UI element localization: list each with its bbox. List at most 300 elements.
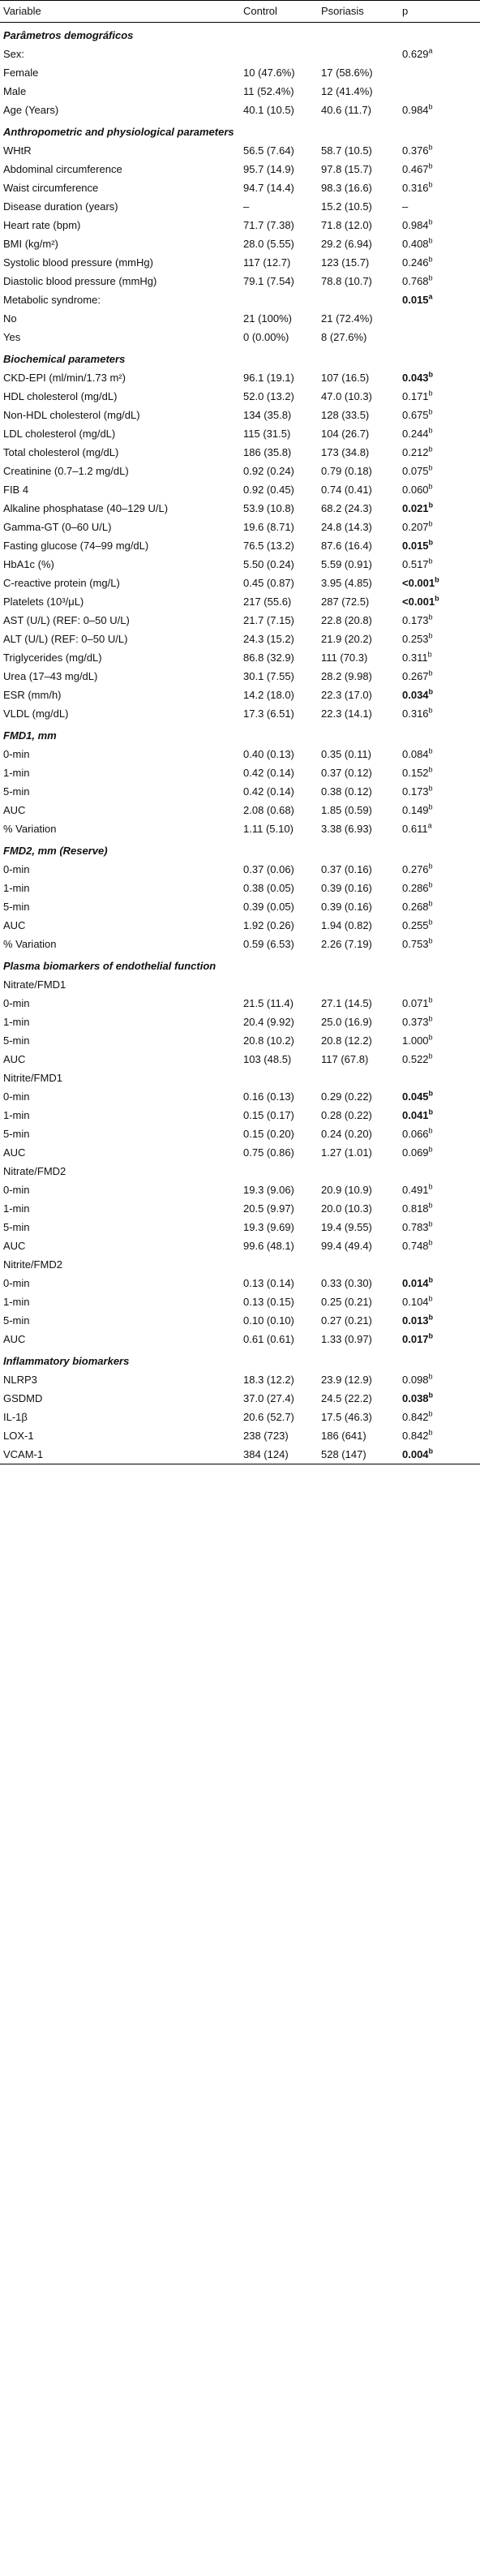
control-cell: 20.4 (9.92) <box>243 1016 294 1028</box>
p-value-cell <box>399 630 480 648</box>
p-value-cell <box>399 1274 480 1292</box>
p-value-cell <box>399 160 480 178</box>
control-cell: 21 (100%) <box>243 312 292 325</box>
variable-cell: VLDL (mg/dL) <box>3 707 69 720</box>
p-value-superscript: b <box>428 706 433 715</box>
control-cell: 134 (35.8) <box>243 409 292 421</box>
p-value-superscript: b <box>428 1428 433 1437</box>
p-value: 0.043 <box>402 372 429 384</box>
p-value-superscript: b <box>428 1219 433 1228</box>
p-value-superscript: b <box>435 575 439 584</box>
p-value: 0.984 <box>402 104 429 116</box>
table-row <box>0 1370 480 1389</box>
psoriasis-cell: 1.33 (0.97) <box>321 1333 372 1345</box>
p-value-cell <box>399 1370 480 1389</box>
psoriasis-cell: 107 (16.5) <box>321 372 370 384</box>
table-row <box>0 1274 480 1292</box>
table-row <box>0 704 480 723</box>
psoriasis-cell: 287 (72.5) <box>321 596 370 608</box>
table-row <box>0 1408 480 1426</box>
table-row <box>0 499 480 518</box>
control-cell: 40.1 (10.5) <box>243 104 294 116</box>
p-value-superscript: b <box>427 650 432 659</box>
psoriasis-cell: 5.59 (0.91) <box>321 558 372 570</box>
p-value-cell <box>399 387 480 406</box>
variable-cell: Gamma-GT (0–60 U/L) <box>3 521 112 533</box>
control-cell: 384 (124) <box>240 1445 318 1464</box>
p-value-cell <box>399 1408 480 1426</box>
psoriasis-cell: 186 (641) <box>321 1430 366 1442</box>
table-row <box>0 253 480 272</box>
p-value: 0.207 <box>402 521 429 533</box>
control-cell: 0.59 (6.53) <box>243 938 294 950</box>
section-header-row <box>0 1348 480 1370</box>
p-value: 0.152 <box>402 767 429 779</box>
table-row <box>0 592 480 611</box>
table-row <box>0 101 480 119</box>
table-row <box>0 1330 480 1348</box>
control-cell: 21.5 (11.4) <box>243 997 294 1009</box>
control-cell: 0.75 (0.86) <box>243 1146 294 1159</box>
variable-cell: 1-min <box>3 767 30 779</box>
psoriasis-cell: 2.26 (7.19) <box>321 938 372 950</box>
control-cell: 186 (35.8) <box>243 446 292 458</box>
psoriasis-cell: 0.24 (0.20) <box>321 1128 372 1140</box>
control-cell: 0.45 (0.87) <box>243 577 294 589</box>
psoriasis-cell: 22.3 (14.1) <box>321 707 372 720</box>
control-cell: 0.15 (0.20) <box>243 1128 294 1140</box>
header-p: p <box>399 1 480 23</box>
variable-cell: Yes <box>3 331 21 343</box>
subsection-title: Nitrate/FMD1 <box>3 978 66 991</box>
p-value: 0.014 <box>402 1277 429 1289</box>
p-value-superscript: b <box>428 426 433 435</box>
variable-cell: Fasting glucose (74–99 mg/dL) <box>3 540 149 552</box>
p-value-cell <box>399 406 480 424</box>
p-value-cell <box>399 801 480 819</box>
p-value-cell <box>399 1087 480 1106</box>
control-cell: 52.0 (13.2) <box>243 390 294 402</box>
table-row <box>0 328 480 346</box>
psoriasis-cell: 123 (15.7) <box>321 256 370 269</box>
p-value-cell <box>399 1199 480 1218</box>
p-value: 0.768 <box>402 275 429 287</box>
variable-cell: AUC <box>3 1333 26 1345</box>
psoriasis-cell: 24.8 (14.3) <box>321 521 372 533</box>
p-value-superscript: b <box>428 1331 434 1340</box>
variable-cell: % Variation <box>3 938 57 950</box>
p-value-superscript: b <box>428 1182 433 1191</box>
variable-cell: Sex: <box>3 48 25 60</box>
subsection-title: Nitrite/FMD1 <box>3 1072 62 1084</box>
p-value-cell <box>399 1330 480 1348</box>
psoriasis-cell: 25.0 (16.9) <box>321 1016 372 1028</box>
p-value-cell <box>399 443 480 462</box>
table-row <box>0 745 480 763</box>
p-value: 0.149 <box>402 804 429 816</box>
variable-cell: Female <box>3 67 39 79</box>
table-row <box>0 160 480 178</box>
control-cell: 0.92 (0.45) <box>243 484 294 496</box>
subsection-row <box>0 975 480 994</box>
p-value: 0.004 <box>402 1448 429 1460</box>
variable-cell: Diastolic blood pressure (mmHg) <box>3 275 157 287</box>
p-value-cell <box>399 253 480 272</box>
table-row <box>0 178 480 197</box>
variable-cell: AUC <box>3 919 26 931</box>
subsection-title: Nitrite/FMD2 <box>3 1258 62 1271</box>
psoriasis-cell: 17 (58.6%) <box>321 67 373 79</box>
variable-cell: IL-1β <box>3 1411 28 1423</box>
table-row <box>0 1106 480 1125</box>
control-cell: 20.6 (52.7) <box>243 1411 294 1423</box>
p-value-cell <box>399 178 480 197</box>
p-value: 0.984 <box>402 219 429 231</box>
control-cell: 19.3 (9.06) <box>243 1184 294 1196</box>
p-value-cell <box>399 1389 480 1408</box>
psoriasis-cell: 47.0 (10.3) <box>321 390 372 402</box>
p-value: 0.173 <box>402 785 429 798</box>
p-value-superscript: b <box>428 1014 433 1023</box>
p-value-cell <box>399 424 480 443</box>
table-row <box>0 63 480 82</box>
table-row <box>0 141 480 160</box>
variable-cell: GSDMD <box>3 1392 43 1404</box>
p-value: 0.286 <box>402 882 429 894</box>
control-cell: 0.16 (0.13) <box>243 1090 294 1103</box>
p-value: 0.017 <box>402 1333 429 1345</box>
p-value-cell <box>399 216 480 234</box>
p-value: 1.000 <box>402 1034 429 1047</box>
p-value-superscript: b <box>428 519 433 528</box>
variable-cell: Systolic blood pressure (mmHg) <box>3 256 153 269</box>
psoriasis-cell: 0.27 (0.21) <box>321 1314 372 1327</box>
psoriasis-cell: 20.0 (10.3) <box>321 1202 372 1215</box>
control-cell <box>240 290 318 309</box>
variable-cell: WHtR <box>3 144 32 157</box>
control-cell: 17.3 (6.51) <box>243 707 294 720</box>
psoriasis-cell: 19.4 (9.55) <box>321 1221 372 1233</box>
table-row <box>0 1125 480 1143</box>
p-value: 0.084 <box>402 748 429 760</box>
p-value: 0.013 <box>402 1314 429 1327</box>
p-value: 0.244 <box>402 428 429 440</box>
p-value-cell <box>399 1292 480 1311</box>
p-value-cell <box>399 272 480 290</box>
psoriasis-cell: 0.39 (0.16) <box>321 901 372 913</box>
p-value-superscript: b <box>428 501 434 510</box>
control-cell: 1.11 (5.10) <box>243 823 294 835</box>
p-value-cell <box>399 1143 480 1162</box>
variable-cell: Alkaline phosphatase (40–129 U/L) <box>3 502 169 514</box>
p-value: 0.842 <box>402 1430 429 1442</box>
variable-cell: 5-min <box>3 785 30 798</box>
control-cell: 95.7 (14.9) <box>243 163 294 175</box>
p-value: 0.075 <box>402 465 429 477</box>
psoriasis-cell: 21.9 (20.2) <box>321 633 372 645</box>
p-value: 0.045 <box>402 1090 429 1103</box>
psoriasis-cell: 68.2 (24.3) <box>321 502 372 514</box>
header-psoriasis: Psoriasis <box>318 1 399 23</box>
p-value: 0.034 <box>402 689 429 701</box>
psoriasis-cell: 71.8 (12.0) <box>321 219 372 231</box>
table-row <box>0 536 480 555</box>
p-value: 0.246 <box>402 256 429 269</box>
subsection-row <box>0 1162 480 1180</box>
variable-cell: VCAM-1 <box>0 1445 240 1464</box>
p-value-superscript: b <box>428 538 434 547</box>
variable-cell: ALT (U/L) (REF: 0–50 U/L) <box>3 633 128 645</box>
variable-cell: Waist circumference <box>3 182 99 194</box>
p-value: 0.041 <box>402 1109 429 1121</box>
p-value-cell <box>399 611 480 630</box>
variable-cell: 0-min <box>3 1090 30 1103</box>
table-row <box>0 480 480 499</box>
table-row <box>0 387 480 406</box>
p-value-cell <box>399 704 480 723</box>
variable-cell: No <box>3 312 17 325</box>
p-value: 0.522 <box>402 1053 429 1065</box>
table-body <box>0 23 480 1464</box>
control-cell: 76.5 (13.2) <box>243 540 294 552</box>
p-value-superscript: b <box>428 899 433 908</box>
p-value-superscript: b <box>428 746 433 755</box>
psoriasis-cell: 40.6 (11.7) <box>321 104 371 116</box>
p-value-cell <box>399 462 480 480</box>
p-value-cell <box>399 745 480 763</box>
variable-cell: Triglycerides (mg/dL) <box>3 652 102 664</box>
p-value-cell <box>399 916 480 935</box>
p-value-superscript: b <box>428 445 433 454</box>
p-value: 0.753 <box>402 938 429 950</box>
p-value: 0.212 <box>402 446 429 458</box>
variable-cell: Male <box>3 85 27 97</box>
p-value-cell <box>399 782 480 801</box>
table-row <box>0 443 480 462</box>
p-value-superscript: b <box>428 1145 433 1154</box>
p-value: 0.316 <box>402 182 429 194</box>
table-row <box>0 879 480 897</box>
table-row <box>0 801 480 819</box>
p-value-superscript: a <box>428 292 433 301</box>
p-value-superscript: b <box>428 1051 433 1060</box>
variable-cell: LOX-1 <box>3 1430 34 1442</box>
variable-cell: CKD-EPI (ml/min/1.73 m²) <box>3 372 126 384</box>
p-value-superscript: a <box>428 46 433 55</box>
p-value: 0.253 <box>402 633 429 645</box>
p-value-superscript: b <box>428 1238 433 1247</box>
section-title: FMD1, mm <box>3 729 57 742</box>
p-value: 0.748 <box>402 1240 429 1252</box>
psoriasis-cell: 24.5 (22.2) <box>321 1392 372 1404</box>
psoriasis-cell <box>318 290 399 309</box>
control-cell: 30.1 (7.55) <box>243 670 294 682</box>
header-variable: Variable <box>0 1 240 23</box>
variable-cell: FIB 4 <box>3 484 29 496</box>
control-cell: 21.7 (7.15) <box>243 614 294 626</box>
p-value: 0.267 <box>402 670 429 682</box>
control-cell: 79.1 (7.54) <box>243 275 294 287</box>
p-value-cell <box>399 763 480 782</box>
control-cell <box>240 45 318 63</box>
p-value-superscript: b <box>428 1409 433 1418</box>
table-row <box>0 935 480 953</box>
p-value-superscript: b <box>428 180 433 189</box>
p-value: 0.060 <box>402 484 429 496</box>
variable-cell: Age (Years) <box>3 104 59 116</box>
psoriasis-cell <box>318 45 399 63</box>
variable-cell: 0-min <box>3 748 30 760</box>
control-cell: 86.8 (32.9) <box>243 652 294 664</box>
p-value-superscript: b <box>428 407 433 416</box>
variable-cell: Abdominal circumference <box>3 163 122 175</box>
psoriasis-cell: 528 (147) <box>318 1445 399 1464</box>
psoriasis-cell: 29.2 (6.94) <box>321 238 372 250</box>
psoriasis-cell: 15.2 (10.5) <box>321 200 372 213</box>
psoriasis-cell: 0.29 (0.22) <box>321 1090 372 1103</box>
table-row <box>0 45 480 63</box>
table-row <box>0 1031 480 1050</box>
p-value-cell <box>399 1125 480 1143</box>
p-value-superscript: b <box>428 102 433 111</box>
p-value-cell <box>399 101 480 119</box>
table-row <box>0 648 480 667</box>
p-value-superscript: b <box>428 918 433 927</box>
p-value-superscript: b <box>428 1275 434 1284</box>
control-cell: 11 (52.4%) <box>243 85 294 97</box>
variable-cell: Metabolic syndrome: <box>3 294 101 306</box>
p-value-cell <box>399 555 480 574</box>
psoriasis-cell: 1.85 (0.59) <box>321 804 372 816</box>
control-cell: 0.13 (0.15) <box>243 1296 294 1308</box>
psoriasis-cell: 78.8 (10.7) <box>321 275 372 287</box>
p-value: 0.066 <box>402 1128 429 1140</box>
table-row <box>0 897 480 916</box>
control-cell: 28.0 (5.55) <box>243 238 294 250</box>
p-value-superscript: b <box>428 255 433 264</box>
psoriasis-cell: 23.9 (12.9) <box>321 1374 372 1386</box>
psoriasis-cell: 0.38 (0.12) <box>321 785 372 798</box>
p-value-cell <box>399 574 480 592</box>
p-value-cell <box>399 234 480 253</box>
control-cell: 5.50 (0.24) <box>243 558 294 570</box>
table-row <box>0 1050 480 1069</box>
subsection-title: Nitrate/FMD2 <box>3 1165 66 1177</box>
table-row <box>0 197 480 216</box>
variable-cell: 0-min <box>3 1277 30 1289</box>
p-value: 0.255 <box>402 919 429 931</box>
variable-cell: C-reactive protein (mg/L) <box>3 577 120 589</box>
control-cell: 103 (48.5) <box>243 1053 292 1065</box>
psoriasis-cell: 1.27 (1.01) <box>321 1146 372 1159</box>
variable-cell: 5-min <box>3 1128 30 1140</box>
variable-cell: AUC <box>3 1053 26 1065</box>
table-row <box>0 782 480 801</box>
control-cell: 0.10 (0.10) <box>243 1314 294 1327</box>
variable-cell: Non-HDL cholesterol (mg/dL) <box>3 409 140 421</box>
table-row <box>0 234 480 253</box>
p-value: 0.316 <box>402 707 429 720</box>
psoriasis-cell: 8 (27.6%) <box>321 331 367 343</box>
control-cell: 99.6 (48.1) <box>243 1240 294 1252</box>
variable-cell: Disease duration (years) <box>3 200 118 213</box>
table-row <box>0 574 480 592</box>
p-value-cell <box>399 290 480 309</box>
p-value: 0.021 <box>402 502 429 514</box>
control-cell: 238 (723) <box>243 1430 289 1442</box>
p-value: 0.675 <box>402 409 429 421</box>
control-cell: 117 (12.7) <box>243 256 291 269</box>
control-cell: 37.0 (27.4) <box>243 1392 294 1404</box>
psoriasis-cell: 21 (72.4%) <box>321 312 373 325</box>
p-value-cell <box>399 1311 480 1330</box>
p-value: 0.069 <box>402 1146 429 1159</box>
p-value-cell <box>399 860 480 879</box>
control-cell: 18.3 (12.2) <box>243 1374 294 1386</box>
psoriasis-cell: 0.25 (0.21) <box>321 1296 372 1308</box>
variable-cell: 0-min <box>3 1184 30 1196</box>
section-header-row <box>0 723 480 745</box>
table-header <box>0 1 480 23</box>
p-value-cell <box>399 667 480 686</box>
control-cell: 0.15 (0.17) <box>243 1109 294 1121</box>
psoriasis-cell: 1.94 (0.82) <box>321 919 372 931</box>
p-value: 0.173 <box>402 614 429 626</box>
p-value-superscript: b <box>428 463 433 472</box>
header-control: Control <box>240 1 318 23</box>
psoriasis-cell: 0.37 (0.12) <box>321 767 372 779</box>
control-cell: 96.1 (19.1) <box>243 372 294 384</box>
psoriasis-cell: 87.6 (16.4) <box>321 540 372 552</box>
p-value-superscript: b <box>428 557 433 566</box>
psoriasis-cell: 0.74 (0.41) <box>321 484 372 496</box>
table-row <box>0 1143 480 1162</box>
section-title: Anthropometric and physiological parameters <box>3 126 234 138</box>
section-header-row <box>0 838 480 860</box>
variable-cell: Total cholesterol (mg/dL) <box>3 446 119 458</box>
p-value: 0.517 <box>402 558 429 570</box>
table-row <box>0 1389 480 1408</box>
p-value-superscript: b <box>428 687 434 696</box>
subsection-row <box>0 1069 480 1087</box>
p-value-superscript: b <box>428 862 433 871</box>
psoriasis-cell: 22.8 (20.8) <box>321 614 372 626</box>
control-cell: 20.5 (9.97) <box>243 1202 294 1215</box>
variable-cell: HbA1c (%) <box>3 558 54 570</box>
table-row <box>0 1087 480 1106</box>
psoriasis-cell: 20.8 (12.2) <box>321 1034 372 1047</box>
p-value-superscript: b <box>428 1372 433 1381</box>
p-value-cell <box>399 648 480 667</box>
p-value-superscript: b <box>428 482 433 491</box>
psoriasis-cell: 0.79 (0.18) <box>321 465 372 477</box>
p-value-superscript: b <box>428 161 433 170</box>
p-value: 0.842 <box>402 1411 429 1423</box>
psoriasis-cell: 98.3 (16.6) <box>321 182 372 194</box>
variable-cell: ESR (mm/h) <box>3 689 62 701</box>
p-value-superscript: b <box>428 765 433 774</box>
p-value-cell <box>399 686 480 704</box>
p-value-superscript: b <box>428 1313 434 1322</box>
table-row <box>0 406 480 424</box>
table-row <box>0 763 480 782</box>
variable-cell: 1-min <box>3 1016 30 1028</box>
p-value: 0.783 <box>402 1221 429 1233</box>
section-title: Plasma biomarkers of endothelial function <box>3 960 216 972</box>
p-value: 0.015 <box>402 294 429 306</box>
table-row <box>0 1218 480 1236</box>
control-cell: 0.13 (0.14) <box>243 1277 294 1289</box>
